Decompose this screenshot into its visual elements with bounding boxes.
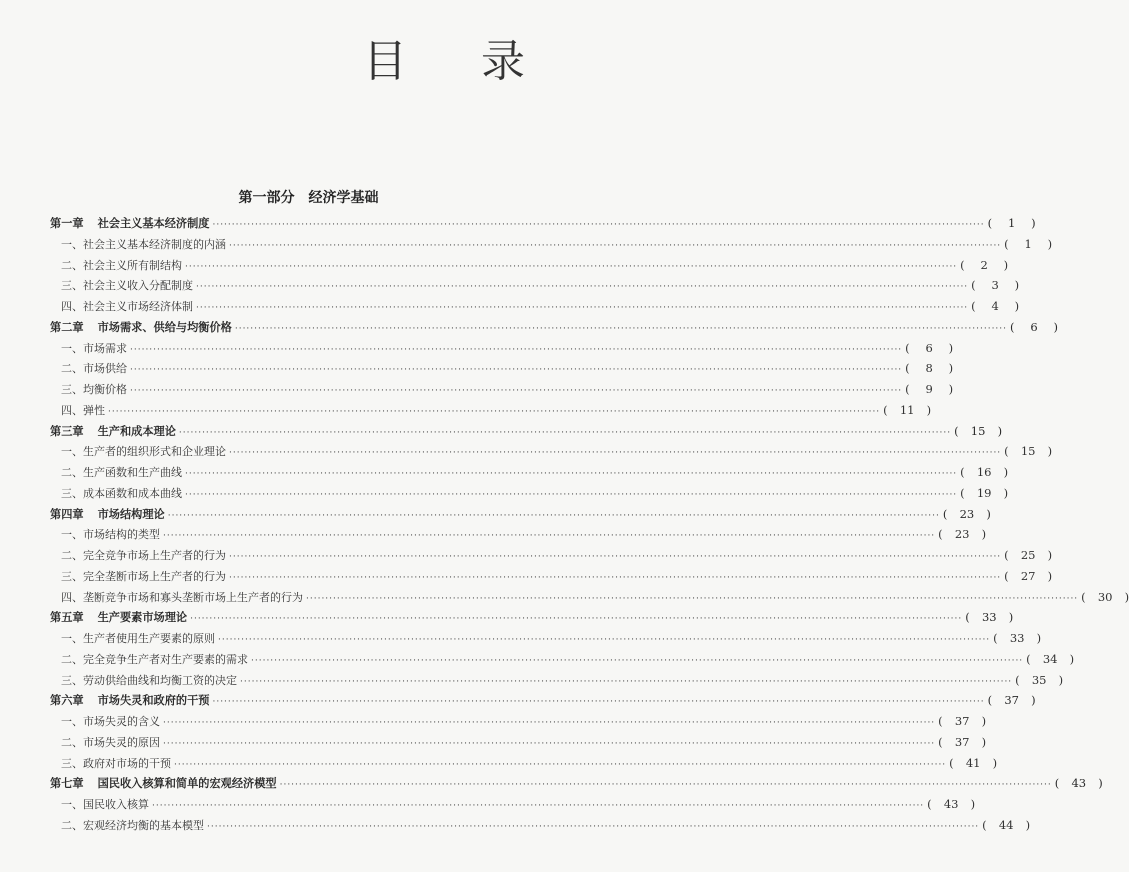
toc-chapter[interactable] <box>50 421 1003 442</box>
page-number: ( 44 ) <box>982 815 1030 836</box>
page-number-value: 30 <box>1097 589 1113 604</box>
dot-leader: ········································································································································································································ <box>163 718 936 728</box>
page-number-value: 33 <box>981 610 997 625</box>
page-number: ( 23 ) <box>938 524 986 545</box>
page-number: ( 4 ) <box>971 296 1019 317</box>
dot-leader: ········································································································································································································ <box>212 697 985 708</box>
toc-section[interactable] <box>50 545 1053 566</box>
page-number-value: 35 <box>1031 672 1047 687</box>
toc-section[interactable] <box>50 524 987 545</box>
page-title: 目 录 <box>363 36 555 87</box>
dot-leader: ········································································································································································································ <box>163 531 936 542</box>
page-number: ( 37 ) <box>938 732 986 753</box>
toc-section[interactable] <box>50 338 954 359</box>
section-title: 三、完全垄断市场上生产者的行为 <box>61 569 226 583</box>
toc-section[interactable] <box>50 649 1075 670</box>
toc-section[interactable] <box>50 711 987 732</box>
page-number-value: 3 <box>991 278 999 293</box>
chapter-number: 第三章 <box>50 424 84 438</box>
page-number: ( 37 ) <box>938 711 986 732</box>
section-title: 三、政府对市场的干预 <box>61 756 171 770</box>
page-number: ( 19 ) <box>960 483 1008 504</box>
section-title: 一、社会主义基本经济制度的内涵 <box>61 237 226 251</box>
page-number-value: 33 <box>1009 631 1025 645</box>
page-number: ( 15 ) <box>954 421 1002 442</box>
dot-leader: ········································································································································································································ <box>240 676 1013 687</box>
toc-section[interactable] <box>50 296 1020 317</box>
chapter-title <box>50 422 176 443</box>
page-number-value: 6 <box>925 340 933 355</box>
section-title: 一、市场失灵的含义 <box>61 715 160 728</box>
page-number: ( 25 ) <box>1004 545 1052 566</box>
page-number-value: 15 <box>970 423 986 438</box>
chapter-title <box>50 214 209 235</box>
chapter-title <box>50 505 165 526</box>
page-number: ( 6 ) <box>1010 317 1058 338</box>
page-number: ( 8 ) <box>905 358 953 379</box>
page-number: ( 23 ) <box>943 504 991 525</box>
page-number: ( 43 ) <box>927 794 975 815</box>
page-number: ( 1 ) <box>1004 234 1052 255</box>
page-number-value: 11 <box>899 402 915 417</box>
section-title: 三、成本函数和成本曲线 <box>61 486 182 500</box>
dot-leader: ········································································································································································································ <box>306 593 1079 604</box>
section-title: 三、社会主义收入分配制度 <box>61 279 193 293</box>
page-number: ( 33 ) <box>965 607 1013 628</box>
page-number: ( 43 ) <box>1055 773 1103 794</box>
section-title: 一、生产者使用生产要素的原则 <box>61 632 215 645</box>
page-number: ( 37 ) <box>988 690 1036 711</box>
page-number-value: 43 <box>1071 776 1087 791</box>
section-title: 三、劳动供给曲线和均衡工资的决定 <box>61 673 237 687</box>
toc-chapter[interactable] <box>50 773 1103 794</box>
toc-section[interactable] <box>50 255 1009 276</box>
page-number: ( 1 ) <box>988 213 1036 234</box>
page-number-value: 25 <box>1020 548 1036 562</box>
table-of-contents <box>50 213 1129 836</box>
page-number-value: 15 <box>1020 444 1036 459</box>
section-title: 一、市场需求 <box>61 341 127 355</box>
page-number-value: 4 <box>991 299 999 313</box>
toc-section[interactable] <box>50 670 1064 691</box>
chapter-title <box>50 691 209 712</box>
page-number-value: 1 <box>1024 236 1032 251</box>
page-number: ( 9 ) <box>905 379 953 400</box>
toc-section[interactable] <box>50 628 1042 649</box>
dot-leader: ········································································································································································································ <box>108 406 881 417</box>
dot-leader: ········································································································································································································ <box>185 469 958 479</box>
toc-chapter[interactable] <box>50 213 1036 234</box>
section-title: 二、完全竞争生产者对生产要素的需求 <box>61 652 248 666</box>
toc-section[interactable] <box>50 587 1129 608</box>
toc-chapter[interactable] <box>50 504 991 525</box>
page-number-value: 8 <box>925 361 933 376</box>
toc-section[interactable] <box>50 234 1053 255</box>
section-title: 四、弹性 <box>61 403 105 417</box>
page-number-value: 37 <box>954 714 970 728</box>
chapter-label: 生产要素市场理论 <box>97 611 188 625</box>
dot-leader: ········································································································································································································ <box>167 510 940 521</box>
dot-leader: ········································································································································································································ <box>190 614 963 625</box>
page-number-value: 9 <box>925 382 933 396</box>
toc-section[interactable] <box>50 441 1053 462</box>
section-title: 二、生产函数和生产曲线 <box>61 466 182 479</box>
page-number: ( 30 ) <box>1081 587 1129 608</box>
section-title: 二、完全竞争市场上生产者的行为 <box>61 549 226 562</box>
chapter-number: 第二章 <box>50 320 84 334</box>
page-number-value: 2 <box>980 257 988 272</box>
page-number: ( 27 ) <box>1004 566 1052 587</box>
section-title: 一、生产者的组织形式和企业理论 <box>61 445 226 459</box>
chapter-title <box>50 608 187 629</box>
dot-leader: ········································································································································································································ <box>185 489 958 500</box>
chapter-label: 生产和成本理论 <box>97 424 176 438</box>
dot-leader: ········································································································································································································ <box>196 282 969 293</box>
chapter-label: 社会主义基本经济制度 <box>97 217 210 230</box>
dot-leader: ········································································································································································································ <box>196 303 969 313</box>
dot-leader: ········································································································································································································ <box>130 386 903 396</box>
chapter-label: 市场结构理论 <box>97 507 165 521</box>
section-title: 一、市场结构的类型 <box>61 528 160 542</box>
chapter-title <box>50 774 277 795</box>
chapter-label: 国民收入核算和简单的宏观经济模型 <box>97 777 277 791</box>
dot-leader: ········································································································································································································ <box>229 240 1002 251</box>
section-title: 一、国民收入核算 <box>61 798 149 811</box>
page-number: ( 11 ) <box>883 400 931 421</box>
page-number-value: 43 <box>943 797 959 811</box>
page-number-value: 34 <box>1042 651 1058 666</box>
dot-leader: ········································································································································································································ <box>130 344 903 355</box>
dot-leader: ········································································································································································································ <box>251 655 1024 666</box>
page-number: ( 41 ) <box>949 753 997 774</box>
dot-leader: ········································································································································································································ <box>178 427 952 438</box>
toc-chapter[interactable] <box>50 690 1036 711</box>
page-number-value: 44 <box>998 817 1014 832</box>
page-number: ( 3 ) <box>971 275 1019 296</box>
dot-leader: ········································································································································································································ <box>174 759 947 770</box>
toc-section[interactable] <box>50 794 976 815</box>
toc-section[interactable] <box>50 483 1009 504</box>
page-number: ( 15 ) <box>1004 441 1052 462</box>
chapter-title <box>50 318 232 339</box>
dot-leader: ········································································································································································································ <box>207 821 980 832</box>
dot-leader: ········································································································································································································ <box>218 635 991 645</box>
dot-leader: ········································································································································································································ <box>279 780 1052 791</box>
dot-leader: ········································································································································································································ <box>229 448 1002 459</box>
toc-section[interactable] <box>50 815 1031 836</box>
page-number-value: 23 <box>959 506 975 521</box>
page-number: ( 33 ) <box>993 628 1041 649</box>
chapter-label: 市场失灵和政府的干预 <box>97 694 210 708</box>
dot-leader: ········································································································································································································ <box>130 365 903 376</box>
chapter-number: 第六章 <box>50 694 84 708</box>
page-number-value: 1 <box>1007 216 1016 230</box>
dot-leader: ········································································································································································································ <box>229 552 1002 562</box>
toc-section[interactable] <box>50 753 998 774</box>
page-number: ( 34 ) <box>1026 649 1074 670</box>
chapter-number: 第四章 <box>50 507 84 521</box>
toc-section[interactable] <box>50 275 1020 296</box>
chapter-number: 第七章 <box>50 777 84 791</box>
dot-leader: ········································································································································································································ <box>234 323 1008 334</box>
toc-section[interactable] <box>50 566 1053 587</box>
dot-leader: ········································································································································································································ <box>229 572 1002 583</box>
toc-section[interactable] <box>50 462 1009 483</box>
page-number-value: 6 <box>1030 319 1038 334</box>
page-number-value: 41 <box>965 755 981 770</box>
chapter-number: 第五章 <box>50 611 84 625</box>
dot-leader: ········································································································································································································ <box>212 220 985 230</box>
dot-leader: ········································································································································································································ <box>185 261 958 272</box>
page-number: ( 2 ) <box>960 255 1008 276</box>
toc-section[interactable] <box>50 732 987 753</box>
section-title: 三、均衡价格 <box>61 383 127 396</box>
toc-chapter[interactable] <box>50 607 1014 628</box>
page-number: ( 35 ) <box>1015 670 1063 691</box>
dot-leader: ········································································································································································································ <box>152 801 925 811</box>
toc-section[interactable] <box>50 379 954 400</box>
part-title: 第一部分 经济学基础 <box>238 190 379 206</box>
page-number-value: 37 <box>954 734 970 749</box>
section-title: 二、社会主义所有制结构 <box>61 258 182 272</box>
page-number: ( 6 ) <box>905 338 953 359</box>
page-number: ( 16 ) <box>960 462 1008 483</box>
toc-section[interactable] <box>50 400 932 421</box>
chapter-label: 市场需求、供给与均衡价格 <box>97 320 232 334</box>
section-title: 二、市场失灵的原因 <box>61 735 160 749</box>
section-title: 二、宏观经济均衡的基本模型 <box>61 818 204 832</box>
page-number-value: 23 <box>954 527 970 542</box>
section-title: 四、垄断竞争市场和寡头垄断市场上生产者的行为 <box>61 590 303 604</box>
section-title: 四、社会主义市场经济体制 <box>61 300 193 313</box>
dot-leader: ········································································································································································································ <box>163 738 936 749</box>
page-number-value: 16 <box>976 465 992 479</box>
toc-chapter[interactable] <box>50 317 1059 338</box>
section-title: 二、市场供给 <box>61 362 127 376</box>
chapter-number: 第一章 <box>50 217 84 230</box>
page-number-value: 19 <box>976 485 992 500</box>
toc-section[interactable] <box>50 358 954 379</box>
page-number-value: 37 <box>1004 693 1019 708</box>
page-number-value: 27 <box>1020 568 1036 583</box>
